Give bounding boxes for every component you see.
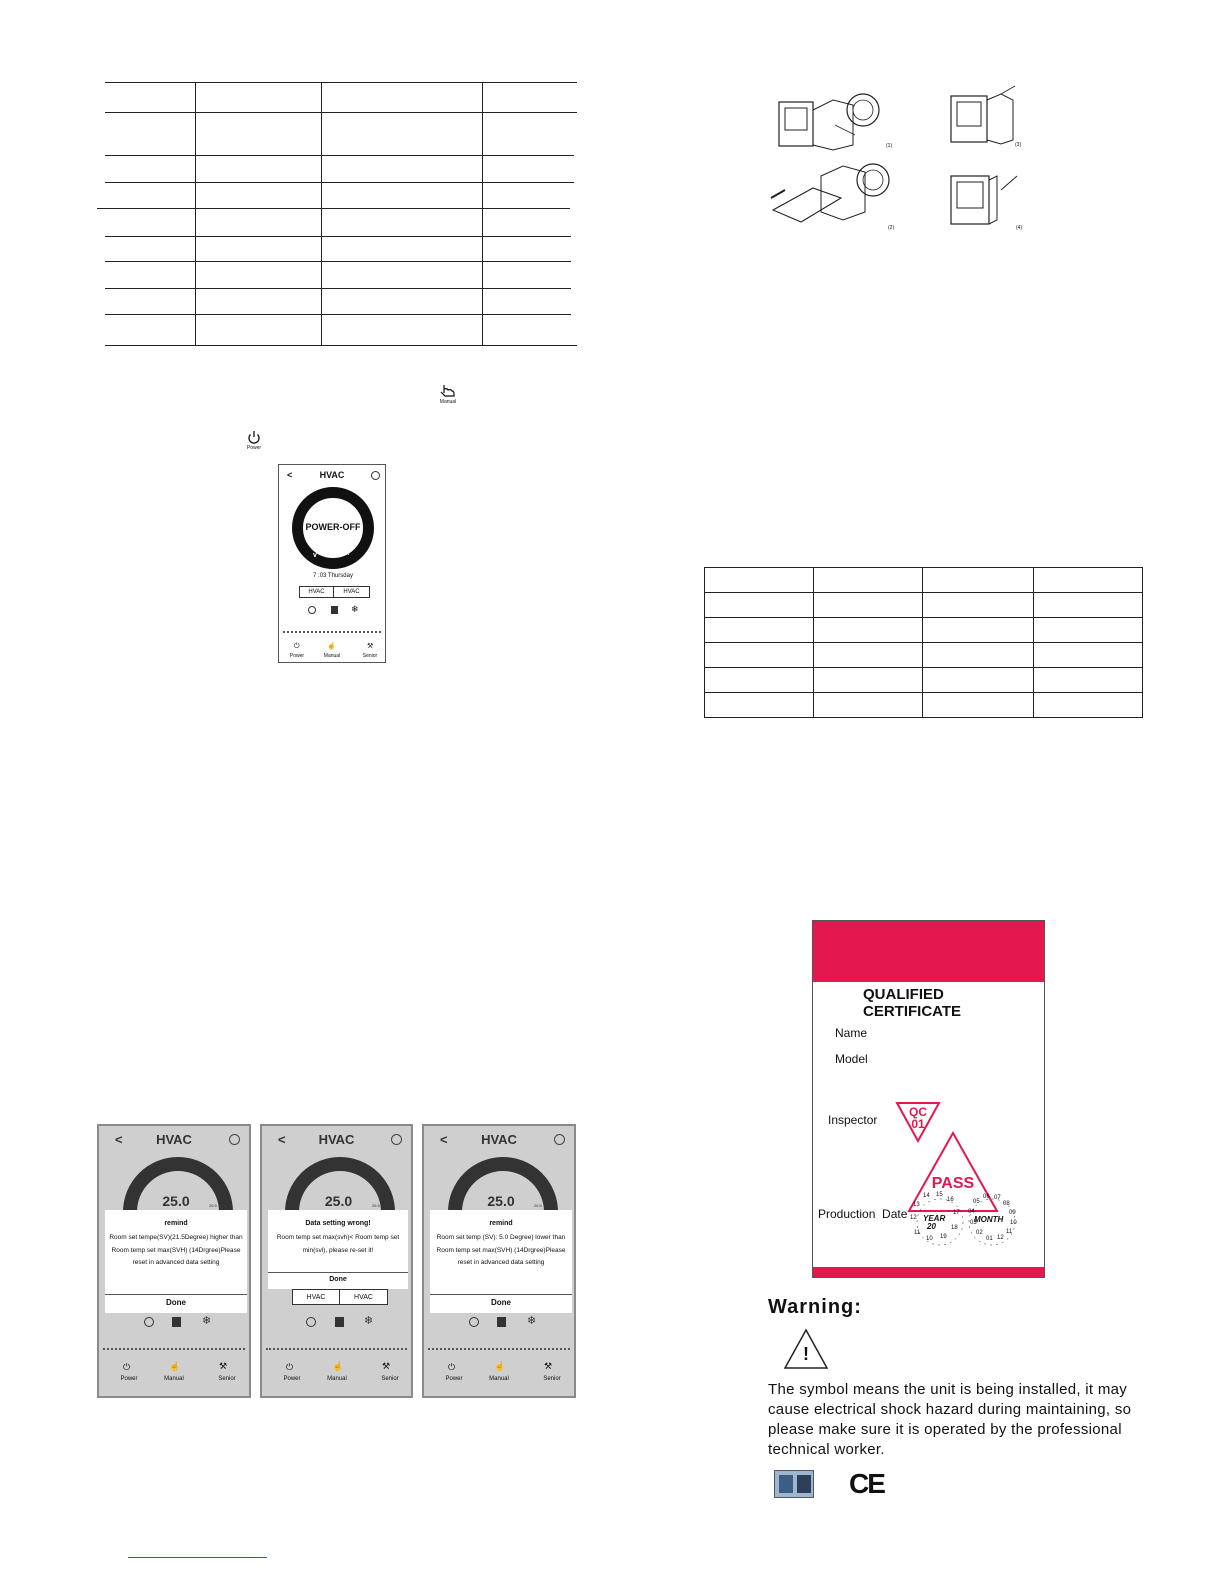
month-number: 05 bbox=[973, 1199, 980, 1205]
qc-stamp-line1: QC bbox=[909, 1105, 927, 1119]
month-number: 12 bbox=[997, 1235, 1004, 1241]
nav-manual-label[interactable]: Manual bbox=[164, 1376, 184, 1382]
install-step-label: (2) bbox=[888, 225, 895, 231]
nav-manual-icon[interactable]: ☝ bbox=[327, 643, 336, 650]
refresh-icon[interactable] bbox=[391, 1134, 402, 1145]
temperature-scale bbox=[103, 1348, 245, 1350]
table-row bbox=[705, 568, 1143, 593]
nav-manual-icon[interactable]: ☝ bbox=[332, 1361, 344, 1371]
nav-senior-label[interactable]: Senior bbox=[543, 1376, 561, 1382]
production-date-label: Production Date bbox=[818, 1207, 908, 1221]
done-button[interactable]: Done bbox=[166, 1298, 186, 1307]
screen-title: HVAC bbox=[318, 1132, 355, 1147]
warning-title: Warning: bbox=[768, 1296, 862, 1318]
lock-icon[interactable] bbox=[497, 1317, 506, 1327]
nav-power-label[interactable]: Power bbox=[120, 1376, 138, 1382]
timer-icon[interactable] bbox=[469, 1317, 479, 1327]
month-number: 07 bbox=[994, 1195, 1001, 1201]
down-arrow-icon[interactable]: v bbox=[313, 552, 317, 559]
install-step-4-drawing bbox=[951, 176, 1017, 224]
manual-icon-label: Manual bbox=[439, 399, 457, 405]
snowflake-icon[interactable]: ❄ bbox=[351, 604, 359, 614]
warning-text: The symbol means the unit is being installed, it may cause electrical shock hazard during maintaining, so please make sure it is operated by the professional technical worker. bbox=[768, 1381, 1132, 1458]
inspector-label: Inspector bbox=[828, 1113, 878, 1127]
snowflake-icon[interactable]: ❄ bbox=[527, 1315, 537, 1327]
screen-title: HVAC bbox=[319, 470, 345, 480]
mode-button-left[interactable]: HVAC bbox=[299, 586, 334, 598]
snowflake-icon[interactable]: ❄ bbox=[364, 1315, 374, 1327]
install-step-label: (3) bbox=[1015, 142, 1022, 148]
year-number: 17 bbox=[953, 1210, 960, 1216]
dialog-message: Room set tempe(SV)(21.5Degree) higher than Room temp set max(SVH) (14Drgree)Please reset in advanced data setting bbox=[109, 1234, 243, 1266]
year-number: 13 bbox=[913, 1202, 920, 1208]
nav-senior-icon[interactable]: ⚒ bbox=[219, 1361, 228, 1371]
month-number: 11 bbox=[1006, 1229, 1013, 1235]
month-number: 02 bbox=[976, 1230, 983, 1236]
timer-icon[interactable] bbox=[308, 606, 316, 614]
screen-title: HVAC bbox=[156, 1132, 192, 1147]
nav-power-label[interactable]: Power bbox=[283, 1376, 301, 1382]
lock-icon[interactable] bbox=[172, 1317, 181, 1327]
small-temperature: 26.5 bbox=[372, 1203, 380, 1208]
mode-buttons bbox=[292, 1289, 388, 1305]
table-row bbox=[705, 593, 1143, 618]
year-prefix: 20 bbox=[927, 1222, 936, 1231]
install-step-label: (4) bbox=[1016, 225, 1023, 231]
done-button[interactable]: Done bbox=[329, 1276, 347, 1283]
alert-screen-1 bbox=[97, 1124, 251, 1398]
month-number: 08 bbox=[1003, 1201, 1010, 1207]
install-step-1-drawing bbox=[779, 94, 879, 150]
table-row bbox=[705, 643, 1143, 668]
ce-mark-icon: CE bbox=[849, 1468, 884, 1499]
small-temperature: 26.5 bbox=[209, 1203, 217, 1208]
certificate-title-line2: CERTIFICATE bbox=[863, 1003, 962, 1020]
nav-manual-icon[interactable]: ☝ bbox=[494, 1361, 506, 1371]
refresh-icon[interactable] bbox=[554, 1134, 565, 1145]
nav-power-icon[interactable]: ⏻ bbox=[294, 643, 300, 650]
month-number: 04 bbox=[968, 1209, 975, 1215]
year-number: 19 bbox=[940, 1234, 947, 1240]
lock-icon[interactable] bbox=[335, 1317, 344, 1327]
year-number: 10 bbox=[926, 1236, 933, 1242]
current-temperature: 25.0 bbox=[324, 1193, 353, 1209]
remind-dialog bbox=[105, 1210, 247, 1313]
pass-text: PASS bbox=[931, 1175, 975, 1192]
refresh-icon[interactable] bbox=[371, 471, 380, 480]
nav-power-icon[interactable]: ⏻ bbox=[286, 1362, 294, 1372]
nav-power-label[interactable]: Power bbox=[289, 653, 305, 659]
year-number: 18 bbox=[951, 1225, 958, 1231]
year-number: 15 bbox=[936, 1192, 943, 1198]
month-number: 09 bbox=[1009, 1210, 1016, 1216]
power-icon bbox=[243, 430, 265, 452]
table-row bbox=[705, 618, 1143, 643]
install-step-3-drawing bbox=[951, 86, 1015, 144]
temperature-scale bbox=[428, 1348, 570, 1350]
mode-button-right[interactable]: HVAC bbox=[334, 586, 370, 598]
year-number: 11 bbox=[914, 1230, 921, 1236]
nav-manual-icon[interactable]: ☝ bbox=[169, 1361, 181, 1371]
mode-buttons bbox=[299, 586, 370, 598]
installation-diagram bbox=[765, 80, 1045, 240]
dialog-message: Room set temp (SV): 5.0 Degree) lower than Room temp set max(SVH) (14Drgree)Please reset in advanced data setting bbox=[436, 1234, 566, 1266]
small-temperature: 26.5 bbox=[534, 1203, 542, 1208]
qc-stamp-line2: 01 bbox=[911, 1117, 925, 1131]
power-icon-label: Power bbox=[246, 445, 262, 451]
certificate-title-line1: QUALIFIED bbox=[863, 986, 944, 1003]
datetime-text: 7 :03 Thursday bbox=[313, 573, 353, 579]
remind-dialog bbox=[430, 1210, 572, 1313]
nav-senior-icon[interactable]: ⚒ bbox=[367, 643, 374, 650]
nav-senior-icon[interactable]: ⚒ bbox=[382, 1361, 391, 1371]
dialog-divider bbox=[105, 1294, 247, 1295]
dial-status-text: POWER-OFF bbox=[305, 522, 361, 532]
year-label: YEAR bbox=[923, 1214, 946, 1223]
back-button[interactable]: < bbox=[440, 1132, 448, 1147]
alert-screen-3 bbox=[422, 1124, 576, 1398]
timer-icon[interactable] bbox=[306, 1317, 316, 1327]
error-dialog bbox=[268, 1210, 408, 1289]
lock-icon[interactable] bbox=[331, 606, 338, 614]
timer-icon[interactable] bbox=[144, 1317, 154, 1327]
link-underline[interactable] bbox=[128, 1557, 267, 1558]
up-arrow-icon[interactable]: ^ bbox=[345, 552, 350, 559]
done-button[interactable]: Done bbox=[491, 1298, 511, 1307]
screen-title: HVAC bbox=[481, 1132, 517, 1147]
wiring-table-outline bbox=[704, 567, 1143, 718]
nav-senior-icon[interactable]: ⚒ bbox=[544, 1361, 553, 1371]
year-number: 14 bbox=[923, 1193, 930, 1199]
mode-button-left[interactable]: HVAC bbox=[292, 1289, 340, 1305]
nav-manual-label[interactable]: Manual bbox=[323, 653, 341, 659]
nav-senior-label[interactable]: Senior bbox=[381, 1376, 399, 1382]
nav-power-icon[interactable]: ⏻ bbox=[123, 1362, 131, 1372]
mode-button-right[interactable]: HVAC bbox=[340, 1289, 388, 1305]
back-button[interactable]: < bbox=[278, 1132, 286, 1147]
dialog-divider bbox=[268, 1272, 408, 1273]
warning-symbol-mark: ! bbox=[803, 1344, 809, 1364]
month-number: 10 bbox=[1010, 1220, 1017, 1226]
year-number: 16 bbox=[947, 1197, 954, 1203]
install-step-label: (1) bbox=[886, 143, 893, 149]
alert-screen-2 bbox=[260, 1124, 413, 1398]
back-button[interactable]: < bbox=[115, 1132, 123, 1147]
nav-manual-label[interactable]: Manual bbox=[489, 1376, 509, 1382]
dialog-title: Data setting wrong! bbox=[305, 1220, 371, 1227]
install-step-2-drawing bbox=[771, 164, 889, 222]
current-temperature: 25.0 bbox=[487, 1193, 515, 1209]
table-row bbox=[705, 668, 1143, 693]
manual-icon bbox=[436, 383, 460, 407]
nav-senior-label[interactable]: Senior bbox=[218, 1376, 236, 1382]
dialog-title: remind bbox=[489, 1220, 513, 1227]
refresh-icon[interactable] bbox=[229, 1134, 240, 1145]
model-label: Model bbox=[835, 1052, 868, 1066]
certificate-footer-band bbox=[813, 1267, 1044, 1277]
nav-power-icon[interactable]: ⏻ bbox=[448, 1362, 456, 1372]
nav-senior-label[interactable]: Senior bbox=[362, 653, 378, 659]
temperature-scale bbox=[266, 1348, 407, 1350]
current-temperature: 25.0 bbox=[162, 1193, 190, 1209]
qualified-certificate bbox=[812, 920, 1045, 1278]
nav-power-label[interactable]: Power bbox=[445, 1376, 463, 1382]
snowflake-icon[interactable]: ❄ bbox=[202, 1315, 212, 1327]
table-row bbox=[705, 693, 1143, 718]
month-number: 01 bbox=[986, 1236, 993, 1242]
nav-manual-label[interactable]: Manual bbox=[327, 1376, 347, 1382]
hvac-power-off-screen bbox=[278, 464, 386, 663]
back-button[interactable]: < bbox=[287, 470, 293, 480]
name-label: Name bbox=[835, 1026, 868, 1040]
month-number: 03 bbox=[970, 1220, 977, 1226]
dialog-title: remind bbox=[164, 1220, 188, 1227]
month-label: MONTH bbox=[974, 1215, 1004, 1224]
year-number: 12 bbox=[910, 1215, 917, 1221]
temperature-scale bbox=[283, 631, 381, 633]
month-number: 06 bbox=[983, 1194, 990, 1200]
qa-certification-logo bbox=[774, 1470, 814, 1498]
dialog-divider bbox=[430, 1294, 572, 1295]
certificate-header-band bbox=[813, 921, 1044, 982]
dialog-message: Room temp set max(svh)< Room temp set min(svl), please re-set it! bbox=[276, 1234, 400, 1254]
